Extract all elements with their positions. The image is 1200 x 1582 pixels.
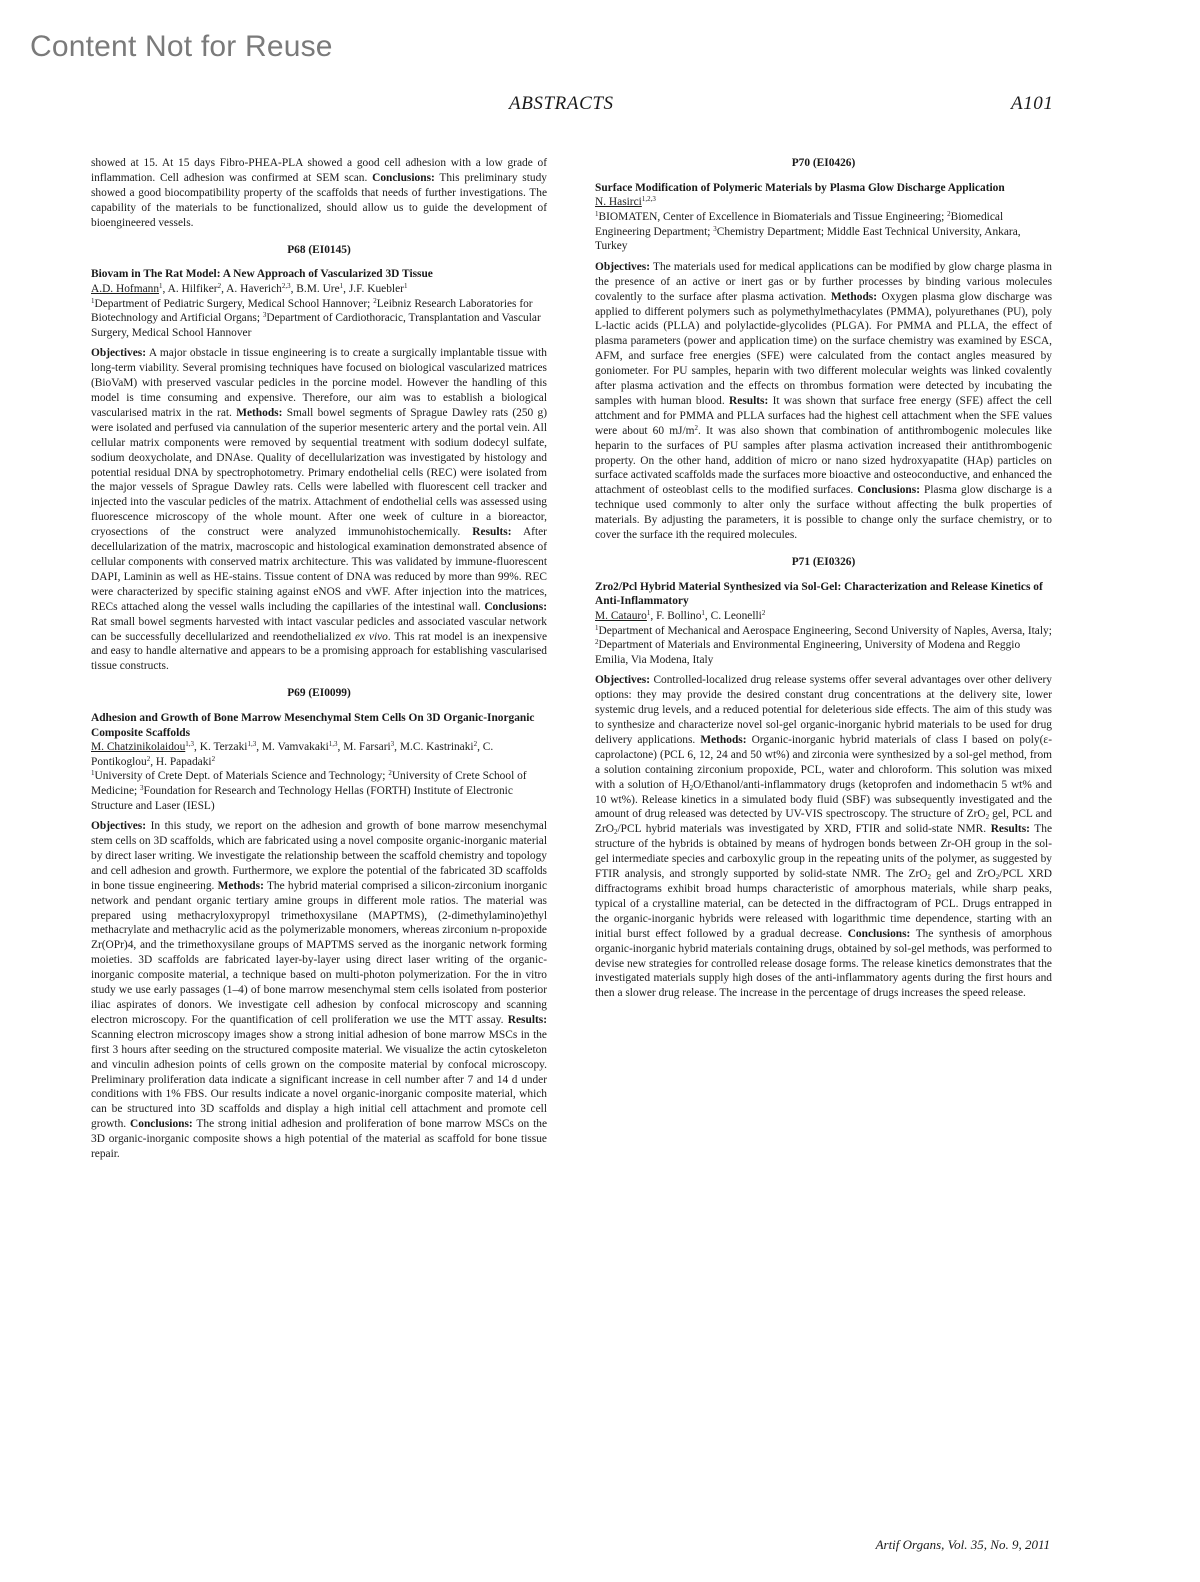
affiliation-text: Foundation for Research and Technology Hellas (FORTH) Institute of Electronic Structure and Laser (IESL) bbox=[91, 784, 513, 812]
chem-subscript: 2 bbox=[927, 873, 931, 882]
results-text: The structure of the hybrids is obtained by means of hydrogen bonds between Zr-OH group in the sol-gel intermediate species and carboxylic group in the repeating units of the polymer, as suggested by FTIR analysis, and strongly supported by solid-state NMR. The ZrO bbox=[595, 823, 1052, 881]
results-text: /PCL XRD diffractograms exhibit broad humps characteristic of amorphous materials, while sharp peaks, typical of a crystalline material, can be detected in the diffractogram of PCL. Drugs entrapped in the organic-inorganic hybrids were released with logarithmic time dependence, starting with an initial burst effect followed by a gradual decrease. bbox=[595, 868, 1053, 940]
chem-subscript: 2 bbox=[689, 783, 694, 792]
separator: , bbox=[650, 609, 657, 622]
unit-superscript: 2 bbox=[694, 423, 699, 432]
author-affil-sup: 1,2,3 bbox=[641, 195, 656, 204]
conclusions-emphasis: ex vivo bbox=[354, 630, 388, 643]
objectives-label: Objectives: bbox=[91, 820, 147, 833]
affil-sup: 3 bbox=[713, 224, 717, 233]
affiliations bbox=[91, 769, 547, 813]
author-affil-sup: 1 bbox=[403, 281, 408, 290]
objectives-label: Objectives: bbox=[91, 347, 147, 360]
affiliation-text: Department of Cardiothoracic, Transplantation and Vascular Surgery, Medical School Hannover bbox=[91, 312, 541, 339]
author-name: H. Papadaki bbox=[155, 755, 212, 768]
affiliation-text: Department of Mechanical and Aerospace Engineering, Second University of Naples, Aversa, Italy; bbox=[598, 624, 1052, 637]
results-text: It was shown that surface free energy (SFE) affect the cell attchment and for PMMA and PLLA surfaces had the highest cell attachment when the SFE values were about 60 mJ/m bbox=[595, 394, 1052, 437]
methods-text: Small bowel segments of Sprague Dawley rats (250 g) were isolated and perfused via cannulation of the superior mesenteric artery and the portal vein. All cellular matrix components were removed by sequential treatment with sodium dodecyl sulfate, sodium deoxycholate, and DNAse. Quality of decellularization was investigated by histology and potential residual DNA by spectrophotometry. Primary endothelial cells (REC) were isolated from the major vessels of Sprague Dawley rats. Cells were labelled with fluorescent cell tracker and injected into the vascular pedicles of the matrix. Attachment of endothelial cells was assessed using fluorescence microscopy of the whole mount. After one week of culture in a bioreactor, cryosections of the construct were analyzed immunohistochemically. bbox=[91, 406, 548, 539]
author-affil-sup: 2 bbox=[146, 754, 151, 763]
separator: , bbox=[343, 282, 349, 295]
separator: , bbox=[394, 741, 400, 754]
objectives-label: Objectives: bbox=[595, 674, 651, 687]
author-affil-sup: 2 bbox=[211, 754, 216, 763]
running-head-section: ABSTRACTS bbox=[509, 93, 614, 114]
affil-sup: 1 bbox=[595, 210, 599, 218]
separator: , bbox=[256, 741, 262, 754]
affiliation-text: University of Crete School of Medicine; bbox=[91, 770, 527, 797]
results-label: Results: bbox=[990, 823, 1030, 836]
chem-subscript: 2 bbox=[995, 873, 1000, 882]
author-affil-sup: 2 bbox=[217, 281, 222, 290]
continuation-paragraph bbox=[91, 156, 547, 231]
affil-sup: 2 bbox=[388, 769, 392, 778]
author-affil-sup: 1 bbox=[701, 608, 705, 617]
author-name: M.C. Kastrinaki bbox=[399, 741, 474, 754]
results-label: Results: bbox=[472, 526, 512, 539]
methods-text: Oxygen plasma glow discharge was applied to different polymers such as polymethylmethacylates (PMMA), polyurethanes (PU), poly L-lactic acids (PLLA) and polylactide-glycolides (PLGA). For PMMA and PLLA, the effect of plasma parameters (power and application time) on the surface chemistry was examined by ESCA, AFM, and surface free energies (SFE) were calculated from the contact angles measured by goniometer. For PU samples, heparin with two different molecular weights was linked covalently after plasma activation and the effects on thrombus formation were detected by incubating the samples with human blood. bbox=[595, 290, 1053, 407]
abstract-code: P68 (EI0145) bbox=[287, 243, 351, 256]
results-text: gel and ZrO bbox=[931, 868, 996, 881]
objectives-text: A major obstacle in tissue engineering is to create a surgically implantable tissue with long-term viability. Several promising techniques have focused on biological vascularized matrices (BioVaM) with preserved vascular pedicles in the porcine model. However the handling of this model is time consuming and expensive. Therefore, our aim was to establish a biological vascularised matrix in the rat. bbox=[91, 347, 547, 419]
journal-citation: Artif Organs, Vol. 35, No. 9, 2011 bbox=[875, 1537, 1050, 1552]
separator: , bbox=[477, 741, 483, 754]
abstract-body bbox=[595, 260, 1052, 543]
conclusions-label: Conclusions: bbox=[130, 1118, 193, 1131]
author-name: K. Terzaki bbox=[199, 741, 248, 754]
affil-sup: 2 bbox=[947, 210, 951, 218]
results-text: Scanning electron microscopy images show a strong initial adhesion of bone marrow MSCs in the first 3 hours after seeding on the structured composite material. We visualize the actin cytoskeleton and vinculin adhesion points of cells grown on the composite material by confocal microscopy. Preliminary proliferation data indicate a significant increase in cell number after 7 and 14 d under conditions with 1% FBS. Our results indicate a novel organic-inorganic composite material, which can be structured into 3D scaffolds and display a high initial cell attachment and promote cell growth. bbox=[91, 1028, 547, 1131]
abstract-code: P69 (EI0099) bbox=[287, 687, 351, 700]
author-affil-sup: 3 bbox=[390, 740, 395, 749]
author-name: A.D. Hofmann bbox=[91, 282, 160, 295]
affiliations bbox=[595, 210, 1052, 254]
affil-sup: 3 bbox=[140, 783, 144, 792]
chem-subscript: 2 bbox=[613, 828, 618, 837]
author-name: C. Pontikoglou bbox=[91, 741, 494, 768]
abstract-body bbox=[595, 673, 1052, 1001]
separator: , bbox=[221, 282, 227, 295]
results-label: Results: bbox=[729, 394, 769, 407]
abstract-p69 bbox=[91, 686, 547, 1162]
abstract-code: P71 (EI0326) bbox=[791, 556, 856, 568]
results-text: . It was also shown that combination of antithrombogenic molecules like heparin to the surfaces of PU samples after plasma activation increased their antithrombogenic property. On the other hand, addition of micro or nano sized hydroxyapatite (HAp) particles on surface activated scaffolds made the surfaces more bioactive and osteoconductive, and enhanced the attachment of osteoblast cells to the modified surfaces. bbox=[595, 424, 1052, 497]
abstract-p71 bbox=[595, 555, 1052, 1001]
objectives-text: The materials used for medical applications can be modified by glow charge plasma in the presence of an active or inert gas or by further processes by binding various molecules covalently to the surface after plasma activation. bbox=[595, 260, 1052, 303]
results-text: After decellularization of the matrix, macroscopic and histological examination demonstrated absence of cellular components with conserved matrix architecture. This was validated by immune-fluorescent DAPI, Laminin as well as HE-stains. Tissue content of DNA was reduced by more than 99%. REC were characterized by specific staining against eNOS and vWF. After injection into the matrices, RECs attached along the vessel walls including the capillaries of the intestinal wall. bbox=[91, 526, 547, 613]
affil-sup: 3 bbox=[262, 311, 267, 320]
author-affil-sup: 2,3 bbox=[281, 281, 291, 290]
page-number: A101 bbox=[1011, 93, 1054, 114]
conclusions-text: The strong initial adhesion and proliferation of bone marrow MSCs on the 3D organic-inorganic composite shows a high potential of the material as scaffold for bone tissue repair. bbox=[91, 1118, 548, 1161]
methods-text: gel, PCL and ZrO bbox=[595, 808, 1052, 836]
abstract-title: Surface Modification of Polymeric Materials by Plasma Glow Discharge Application bbox=[595, 181, 1005, 194]
author-list bbox=[91, 282, 547, 297]
author-name: M. Vamvakaki bbox=[261, 741, 329, 754]
author-name: B.M. Ure bbox=[296, 282, 340, 295]
author-affil-sup: 2 bbox=[473, 740, 478, 749]
abstract-p70 bbox=[595, 156, 1052, 543]
affiliations bbox=[595, 624, 1052, 668]
objectives-label: Objectives: bbox=[595, 260, 651, 273]
affiliation-text: Department of Pediatric Surgery, Medical School Hannover; bbox=[94, 297, 374, 310]
author-name: M. Chatzinikolaidou bbox=[91, 741, 186, 754]
objectives-text: In this study, we report on the adhesion and growth of bone marrow mesenchymal stem cells on 3D scaffolds, which are fabricated using a novel composite organic-inorganic material by direct laser writing. We investigate the relationship between the scaffold chemistry and topology and cell adhesion and growth. Furthermore, we explore the potential of the fabricated 3D scaffolds in bone tissue engineering. bbox=[91, 820, 547, 892]
author-list bbox=[595, 195, 1052, 210]
author-affil-sup: 1,3 bbox=[185, 740, 195, 749]
author-affil-sup: 1 bbox=[159, 281, 163, 290]
author-name: C. Leonelli bbox=[710, 609, 762, 622]
methods-text: /PCL hybrid materials was investigated by XRD, FTIR and solid-state NMR. bbox=[617, 823, 991, 836]
conclusions-label: Conclusions: bbox=[847, 927, 911, 940]
left-column bbox=[91, 156, 547, 1162]
affiliations bbox=[91, 297, 547, 341]
abstract-p68 bbox=[91, 243, 547, 675]
watermark-text: Content Not for Reuse bbox=[30, 30, 333, 63]
conclusions-label: Conclusions: bbox=[484, 600, 547, 613]
continuation-text: showed at 15. At 15 days Fibro-PHEA-PLA showed a good cell adhesion with a low grade of inflammation. Cell adhesion was confirmed at SEM scan. bbox=[91, 157, 547, 184]
author-affil-sup: 1,3 bbox=[247, 740, 257, 749]
methods-text: O/Ethanol/anti-inflammatory drugs (ketoprofen and indomethacin 5 wt% and 10 wt%). Release kinetics in a simulated body fluid (SBF) was subsequently investigated and the amount of drug released was detected by UV-VIS spectroscopy. The structure of ZrO bbox=[595, 778, 1052, 821]
affil-sup: 2 bbox=[595, 638, 599, 647]
separator: , bbox=[704, 609, 711, 622]
methods-label: Methods: bbox=[217, 879, 264, 892]
author-name: J.F. Kuebler bbox=[348, 282, 404, 295]
affiliation-text: University of Crete Dept. of Materials Science and Technology; bbox=[94, 770, 389, 783]
author-name: A. Haverich bbox=[226, 282, 282, 295]
author-name: N. Hasirci bbox=[595, 196, 642, 209]
conclusions-text: Rat small bowel segments harvested with intact vascular pedicles and associated vascular network can be successfully decellularized and reendothelialized bbox=[91, 615, 547, 643]
author-name: F. Bollino bbox=[656, 609, 702, 622]
chem-subscript: 2 bbox=[985, 813, 990, 822]
author-list bbox=[91, 740, 547, 769]
separator: , bbox=[337, 741, 344, 754]
author-affil-sup: 1 bbox=[339, 281, 344, 290]
abstract-title: Adhesion and Growth of Bone Marrow Mesenchymal Stem Cells On 3D Organic-Inorganic Composite Scaffolds bbox=[91, 712, 535, 739]
abstract-title: Zro2/Pcl Hybrid Material Synthesized via Sol-Gel: Characterization and Release Kinetics of Anti-Inflammatory bbox=[595, 580, 1043, 608]
methods-label: Methods: bbox=[700, 733, 747, 746]
methods-text: Organic-inorganic hybrid materials of class I based on poly(ε-caprolactone) (PCL 6, 12, 24 and 50 wt%) and zirconia were synthesized by a sol-gel method, from a solution containing zirconium propoxide, PCL, water and chloroform. This solution was mixed with a solution of H bbox=[595, 733, 1052, 791]
affiliation-text: Department of Materials and Environmental Engineering, University of Modena and Reggio Emilia, Via Modena, Italy bbox=[595, 639, 1021, 666]
affil-sup: 1 bbox=[91, 769, 95, 778]
abstract-body bbox=[91, 819, 547, 1162]
affiliation-text: Chemistry Department; Middle East Technical University, Ankara, Turkey bbox=[595, 225, 1021, 253]
author-name: M. Catauro bbox=[595, 609, 647, 622]
affiliation-text: Biomedical Engineering Department; bbox=[595, 211, 1004, 238]
separator: , bbox=[162, 282, 168, 295]
affiliation-text: BIOMATEN, Center of Excellence in Biomaterials and Tissue Engineering; bbox=[598, 211, 948, 223]
author-affil-sup: 1,3 bbox=[328, 740, 338, 749]
author-name: M. Farsari bbox=[343, 741, 391, 754]
abstract-body bbox=[91, 346, 547, 674]
conclusions-text: This preliminary study showed a good biocompatibility property of the scaffolds that needs of further investigations. The capability of the materials to be functionalized, should allow us to guide the development of bioengineered vessels. bbox=[91, 171, 547, 229]
abstract-title: Biovam in The Rat Model: A New Approach of Vascularized 3D Tissue bbox=[91, 268, 433, 281]
methods-label: Methods: bbox=[830, 290, 878, 303]
affil-sup: 1 bbox=[595, 623, 599, 632]
affil-sup: 2 bbox=[373, 296, 377, 305]
affiliation-text: Leibniz Research Laboratories for Biotechnology and Artificial Organs; bbox=[91, 297, 533, 325]
results-label: Results: bbox=[507, 1013, 547, 1026]
objectives-text: Controlled-localized drug release systems offer several advantages over other delivery options: they may provide the desired constant drug concentrations at the delivery site, lower systemic drug levels, and a reduced potential for deleterious side effects. The aim of this study was to synthesize and characterize novel sol-gel organic-inorganic hybrid materials to be used for drug delivery applications. bbox=[595, 674, 1052, 746]
conclusions-label: Conclusions: bbox=[372, 171, 435, 184]
separator: , bbox=[150, 755, 156, 768]
conclusions-text: Plasma glow discharge is a technique used commonly to alter only the surface without affecting the bulk properties of materials. By adjusting the parameters, it is possible to change only the surface chemistry, or to cover the surface ith the required molecules. bbox=[595, 484, 1053, 542]
author-affil-sup: 2 bbox=[761, 608, 766, 617]
author-name: A. Hilfiker bbox=[167, 282, 218, 295]
methods-text: The hybrid material comprised a silicon-zirconium inorganic network and pendant organic tertiary amine groups in different mole ratios. The material was prepared using methacryloxypropyl trimethoxysilane (MAPTMS), (2-dimethylamino)ethyl methacrylate and methacrylic acid as the polymerizable monomers, whereas zirconium n-propoxide Zr(OPr)4, and the trimethoxysilane groups of MAPTMS served as the inorganic network forming moieties. 3D scaffolds are fabricated layer-by-layer using direct laser writing of the organic-inorganic composite material, a technique based on multi-photon polymerization. For the in vitro study we use early passages (1–4) of bone marrow mesenchymal stem cells isolated from posterior iliac aspirates of donors. We investigate cell adhesion by confocal microscopy and scanning electron microscopy. For the quantification of cell proliferation we use the MTT assay. bbox=[91, 879, 548, 1026]
conclusions-text: . This rat model is an inexpensive and easy to handle alternative and appears to be a promising approach for establishing vascularised tissue constructs. bbox=[91, 630, 547, 673]
affil-sup: 1 bbox=[91, 296, 95, 305]
author-affil-sup: 1 bbox=[646, 608, 651, 617]
author-list bbox=[595, 609, 1052, 624]
methods-label: Methods: bbox=[236, 406, 283, 419]
conclusions-label: Conclusions: bbox=[857, 484, 920, 497]
separator: , bbox=[194, 741, 200, 754]
conclusions-text: The synthesis of amorphous organic-inorganic hybrid materials containing drugs, obtained by sol-gel methods, was performed to devise new strategies for controlled release dosage forms. The release kinetics demonstrates that the investigated materials supply high doses of the anti-inflammatory agents during the first hours and then a slower drug release. The increase in the percentage of drugs increases the speed release. bbox=[595, 927, 1052, 1000]
separator: , bbox=[290, 282, 297, 295]
right-column bbox=[595, 156, 1052, 1001]
abstract-code: P70 (EI0426) bbox=[791, 157, 856, 169]
